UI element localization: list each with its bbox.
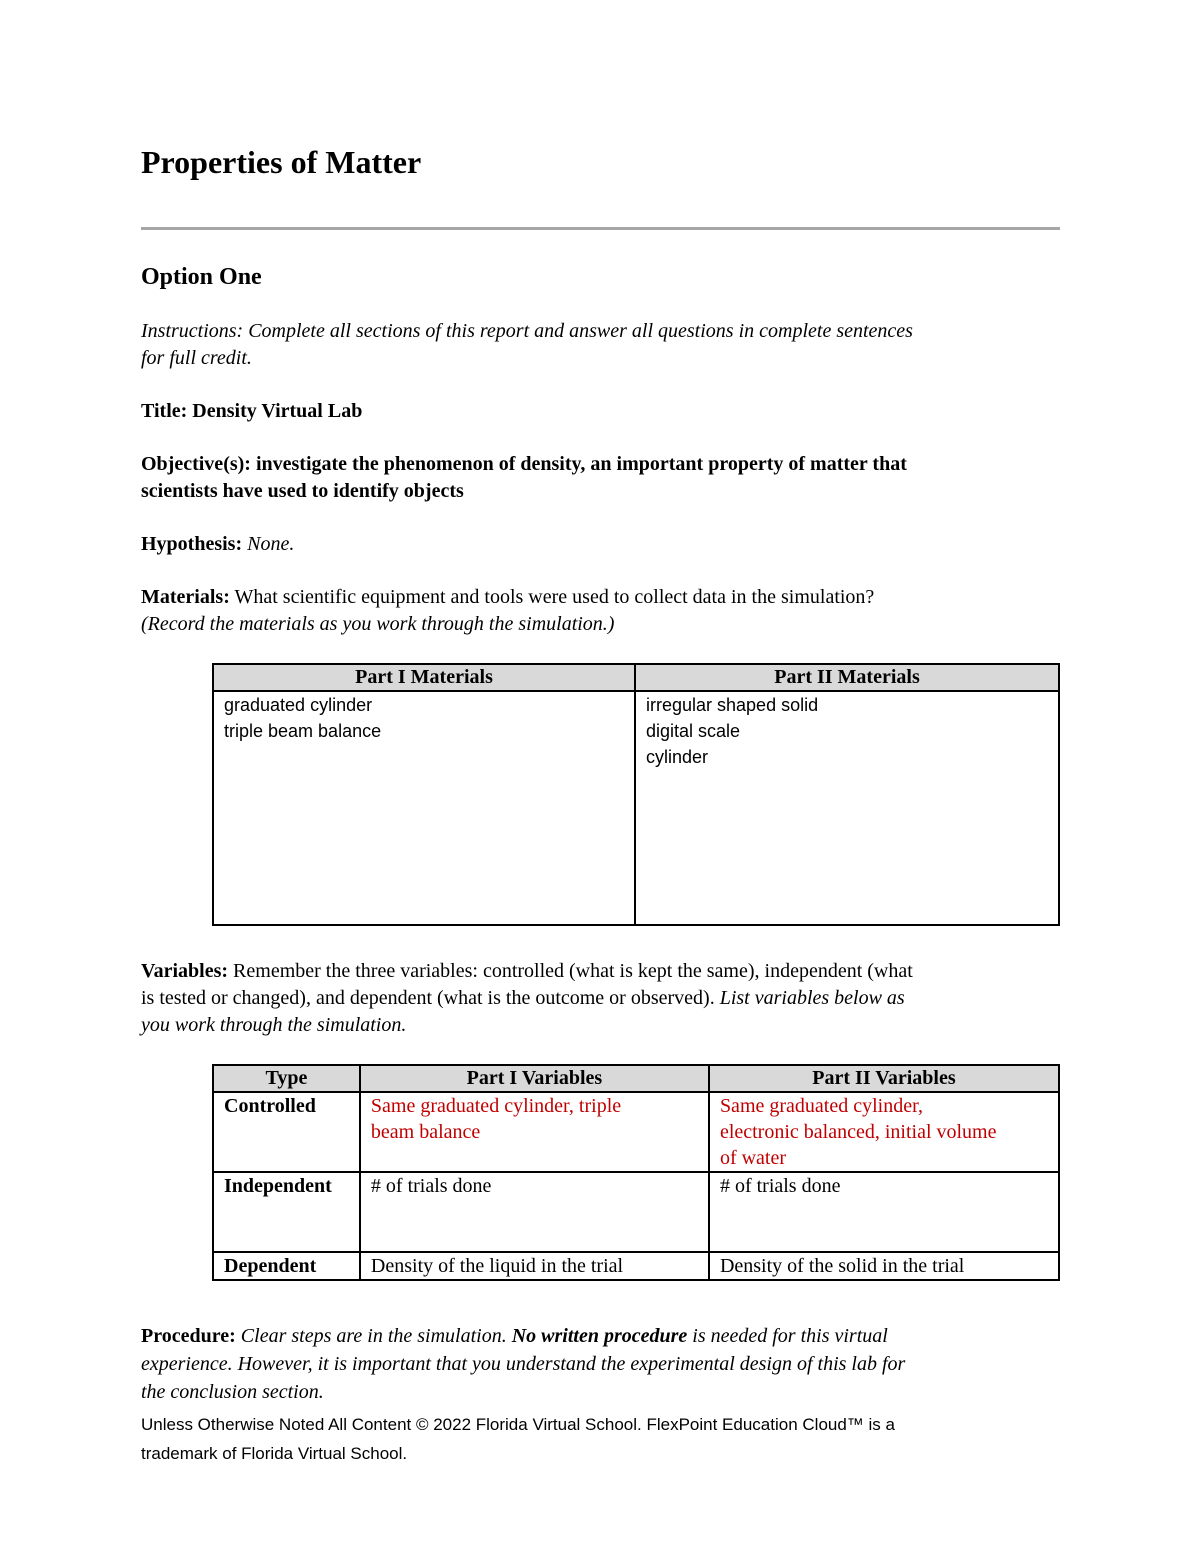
part2-materials-cell [635, 691, 1059, 925]
procedure-line-1c: is needed for this virtual [692, 1325, 888, 1347]
instructions-line-1: Instructions: Complete all sections of this report and answer all questions in complete sentences [141, 320, 913, 342]
dependent-part1-cell: Density of the liquid in the trial [360, 1252, 709, 1280]
materials-header-part2: Part II Materials [635, 664, 1059, 691]
independent-type-cell: Independent [213, 1172, 360, 1252]
variables-header-part1: Part I Variables [360, 1065, 709, 1092]
variables-line-2: is tested or changed), and dependent (what is the outcome or observed). [141, 987, 715, 1009]
controlled-type-cell: Controlled [213, 1092, 360, 1172]
cell-line: Same graduated cylinder, triple [370, 1095, 622, 1117]
instructions-text [141, 318, 1061, 372]
hypothesis-line [141, 531, 1061, 558]
lab-title-label: Title: [141, 400, 188, 422]
variables-header-type: Type [213, 1065, 360, 1092]
page-title: Properties of Matter [141, 144, 422, 180]
materials-header-part1: Part I Materials [213, 664, 635, 691]
objective-line-1: Objective(s): investigate the phenomenon of density, an important property of matter that [141, 453, 907, 475]
objective-line-2: scientists have used to identify objects [141, 480, 464, 502]
variables-line-3: you work through the simulation. [141, 1014, 407, 1036]
variables-label: Variables: [141, 960, 229, 982]
hypothesis-label: Hypothesis: [141, 533, 243, 555]
hypothesis-value: None. [247, 533, 295, 555]
variables-header-part2: Part II Variables [709, 1065, 1059, 1092]
list-item: irregular shaped solid [646, 695, 819, 715]
list-item: cylinder [646, 747, 709, 767]
dependent-part2-cell: Density of the solid in the trial [709, 1252, 1059, 1280]
variables-text [141, 958, 1061, 1039]
footer-line-2: trademark of Florida Virtual School. [141, 1444, 408, 1463]
lab-title-value: Density Virtual Lab [192, 400, 363, 422]
variables-line-1: Remember the three variables: controlled (what is kept the same), independent (what [233, 960, 913, 982]
cell-line: Same graduated cylinder, [719, 1095, 923, 1117]
list-item: digital scale [646, 721, 741, 741]
variables-line-2-italic: List variables below as [719, 987, 905, 1009]
copyright-footer [141, 1410, 1061, 1468]
procedure-line-3: the conclusion section. [141, 1381, 324, 1403]
procedure-label: Procedure: [141, 1325, 236, 1347]
title-divider [141, 227, 1060, 230]
materials-header-row [213, 664, 1059, 691]
materials-table [212, 663, 1060, 926]
procedure-text [141, 1322, 1061, 1406]
cell-line: electronic balanced, initial volume [719, 1121, 997, 1143]
materials-note: (Record the materials as you work through the simulation.) [141, 613, 615, 635]
list-item: graduated cylinder [224, 695, 373, 715]
cell-line: of water [719, 1147, 787, 1169]
procedure-line-1a: Clear steps are in the simulation. [240, 1325, 507, 1347]
materials-label: Materials: [141, 586, 230, 608]
option-heading: Option One [141, 264, 262, 290]
procedure-line-2: experience. However, it is important that you understand the experimental design of this lab for [141, 1353, 906, 1375]
lab-title-line [141, 398, 1061, 425]
instructions-line-2: for full credit. [141, 347, 252, 369]
footer-line-1: Unless Otherwise Noted All Content © 2022 Florida Virtual School. FlexPoint Education Cloud™ is a [141, 1415, 895, 1434]
independent-part2-cell: # of trials done [709, 1172, 1059, 1252]
part1-materials-cell [213, 691, 635, 925]
materials-question: What scientific equipment and tools were used to collect data in the simulation? [234, 586, 875, 608]
table-row [213, 1092, 1059, 1172]
table-row [213, 1172, 1059, 1252]
list-item: triple beam balance [224, 721, 382, 741]
variables-header-row [213, 1065, 1059, 1092]
variables-table [212, 1064, 1060, 1281]
materials-text [141, 584, 1061, 638]
independent-part1-cell: # of trials done [360, 1172, 709, 1252]
procedure-line-1b: No written procedure [511, 1325, 688, 1347]
controlled-part2-cell [709, 1092, 1059, 1172]
table-row [213, 1252, 1059, 1280]
cell-line: beam balance [370, 1121, 481, 1143]
dependent-type-cell: Dependent [213, 1252, 360, 1280]
materials-body-row [213, 691, 1059, 925]
objective-text [141, 451, 1061, 505]
controlled-part1-cell [360, 1092, 709, 1172]
